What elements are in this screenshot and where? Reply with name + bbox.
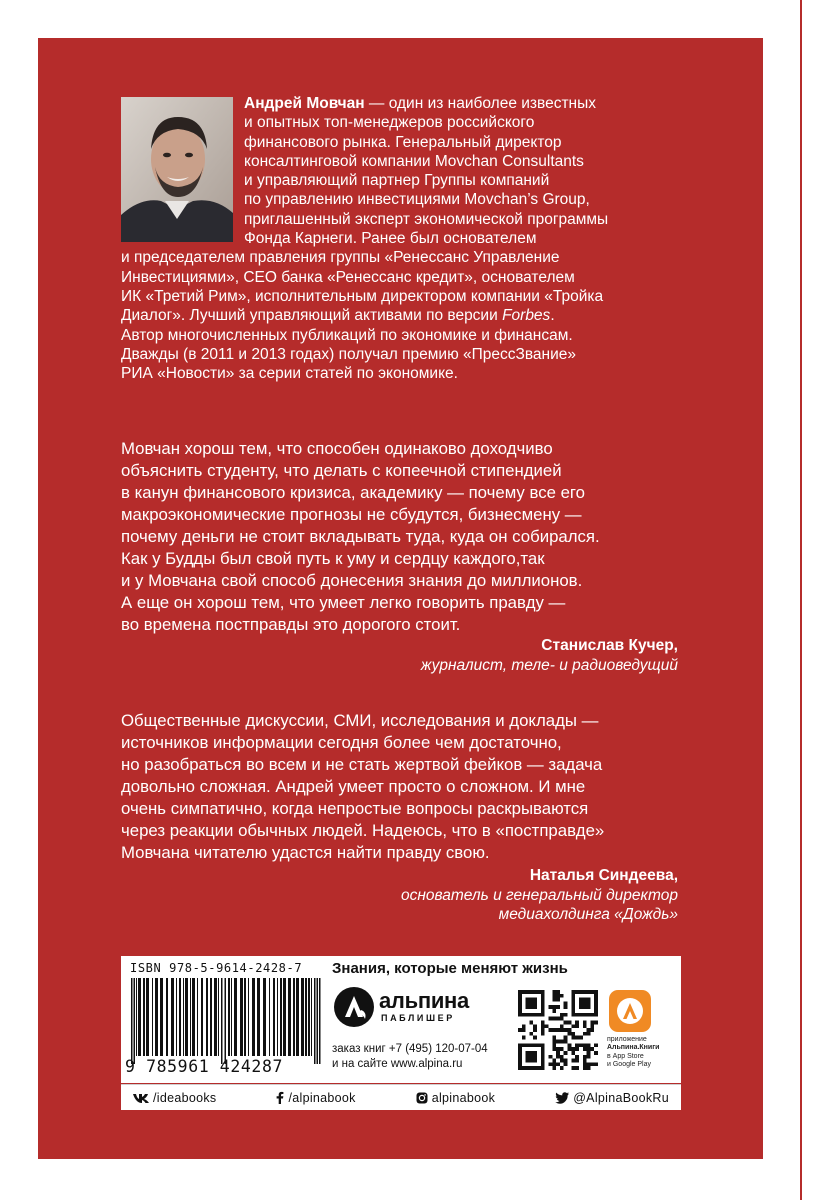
bio-line: Диалог». Лучший управляющий активами по версии Forbes. bbox=[121, 307, 555, 325]
quote-line: Мовчана читателю удастся найти правду свою. bbox=[121, 843, 490, 862]
quote-line: Общественные дискуссии, СМИ, исследования и доклады — bbox=[121, 711, 599, 730]
quote-line: источников информации сегодня более чем достаточно, bbox=[121, 733, 562, 752]
bio-line: Фонда Карнеги. Ранее был основателем bbox=[244, 230, 537, 248]
bio-line: Автор многочисленных публикаций по экономике и финансам. bbox=[121, 326, 573, 344]
app-store-info bbox=[607, 1036, 677, 1070]
social-label: @AlpinaBookRu bbox=[573, 1090, 669, 1105]
quote-line: в канун финансового кризиса, академику — почему все его bbox=[121, 483, 586, 502]
app-line: в App Store bbox=[607, 1052, 644, 1060]
bio-line: РИА «Новости» за серии статей по экономике. bbox=[121, 365, 458, 383]
bio-line: и управляющий партнер Группы компаний bbox=[244, 172, 550, 190]
attribution-name: Наталья Синдеева, bbox=[529, 867, 678, 884]
app-line: приложение bbox=[607, 1036, 647, 1043]
bio-line: Инвестициями», CEO банка «Ренессанс кредит», основателем bbox=[121, 268, 575, 286]
bio-line: и опытных топ-менеджеров российского bbox=[244, 114, 535, 132]
instagram-icon bbox=[416, 1092, 428, 1104]
author-bio bbox=[121, 94, 661, 383]
social-instagram[interactable] bbox=[416, 1091, 495, 1105]
attribution-role: журналист, теле- и радиоведущий bbox=[420, 656, 678, 674]
bio-line: ИК «Третий Рим», исполнительным директором компании «Тройка bbox=[121, 287, 604, 305]
app-line: Альпина.Книги bbox=[607, 1044, 660, 1052]
order-phone: заказ книг +7 (495) 120-07-04 bbox=[332, 1043, 488, 1055]
quote-line: но разобраться во всем и не стать жертвой фейков — задача bbox=[121, 755, 603, 774]
quote-line: очень симпатично, когда непростые вопросы раскрываются bbox=[121, 799, 589, 818]
publisher-block bbox=[121, 956, 681, 1083]
bio-line: Дважды (в 2011 и 2013 годах) получал премию «ПрессЗвание» bbox=[121, 345, 577, 363]
isbn-text: ISBN 978-5-9614-2428-7 bbox=[130, 961, 303, 975]
social-label: alpinabook bbox=[431, 1090, 496, 1105]
social-label: /alpinabook bbox=[288, 1090, 356, 1105]
bio-line: по управлению инвестициями Movchan’s Group, bbox=[244, 191, 590, 209]
order-info bbox=[332, 1042, 488, 1072]
quote-line: объяснить студенту, что делать с копеечной стипендией bbox=[121, 461, 562, 480]
social-twitter[interactable] bbox=[555, 1091, 669, 1105]
bio-line: консалтинговой компании Movchan Consultants bbox=[244, 152, 584, 170]
quote-line: макроэкономические прогнозы не сбудутся, бизнесмену — bbox=[121, 505, 582, 524]
quote-attribution-sindeeva bbox=[138, 866, 678, 925]
attribution-name: Станислав Кучер, bbox=[541, 637, 678, 654]
facebook-icon bbox=[276, 1091, 284, 1104]
publisher-tagline: Знания, которые меняют жизнь bbox=[332, 960, 568, 977]
social-label: /ideabooks bbox=[153, 1090, 217, 1105]
bio-line: и председателем правления группы «Ренессанс Управление bbox=[121, 249, 560, 267]
app-line: и Google Play bbox=[607, 1061, 651, 1069]
vk-icon bbox=[133, 1093, 149, 1103]
bio-line: финансового рынка. Генеральный директор bbox=[244, 133, 562, 151]
social-vk[interactable] bbox=[133, 1091, 216, 1105]
quote-line: во времена постправды это дорогого стоит. bbox=[121, 615, 461, 634]
attribution-role: медиахолдинга «Дождь» bbox=[498, 906, 678, 923]
logo-subtitle: ПАБЛИШЕР bbox=[381, 1013, 455, 1023]
logo-name: альпина bbox=[379, 988, 469, 1013]
alpina-app-icon bbox=[609, 990, 651, 1032]
quote-line: Как у Будды был свой путь к уму и сердцу каждого,так bbox=[121, 549, 545, 568]
social-facebook[interactable] bbox=[276, 1091, 355, 1105]
bio-line: Андрей Мовчан — один из наиболее известных bbox=[244, 95, 596, 112]
quote-line: и у Мовчана свой способ донесения знания до миллионов. bbox=[121, 571, 583, 590]
alpina-logo bbox=[333, 986, 483, 1030]
twitter-icon bbox=[555, 1092, 569, 1104]
order-website: и на сайте www.alpina.ru bbox=[332, 1058, 463, 1070]
quote-line: почему деньги не стоит вкладывать туда, куда он собирался. bbox=[121, 527, 600, 546]
attribution-role: основатель и генеральный директор bbox=[401, 886, 678, 904]
review-quote-sindeeva bbox=[121, 710, 681, 864]
quote-attribution-kucher bbox=[138, 636, 678, 675]
bio-line: приглашенный эксперт экономической программы bbox=[244, 210, 609, 228]
alpina-logo-icon bbox=[333, 986, 375, 1028]
quote-line: довольно сложная. Андрей умеет просто о сложном. И мне bbox=[121, 777, 586, 796]
isbn-barcode bbox=[131, 978, 321, 1064]
barcode-number: 9 785961 424287 bbox=[125, 1057, 284, 1076]
quote-line: Мовчан хорош тем, что способен одинаково доходчиво bbox=[121, 439, 553, 458]
quote-line: через реакции обычных людей. Надеюсь, что в «постправде» bbox=[121, 821, 605, 840]
social-links bbox=[121, 1084, 681, 1110]
qr-code-icon bbox=[518, 990, 598, 1070]
review-quote-kucher bbox=[121, 438, 681, 636]
spine-edge-line bbox=[800, 0, 802, 1200]
quote-line: А еще он хорош тем, что умеет легко говорить правду — bbox=[121, 593, 566, 612]
